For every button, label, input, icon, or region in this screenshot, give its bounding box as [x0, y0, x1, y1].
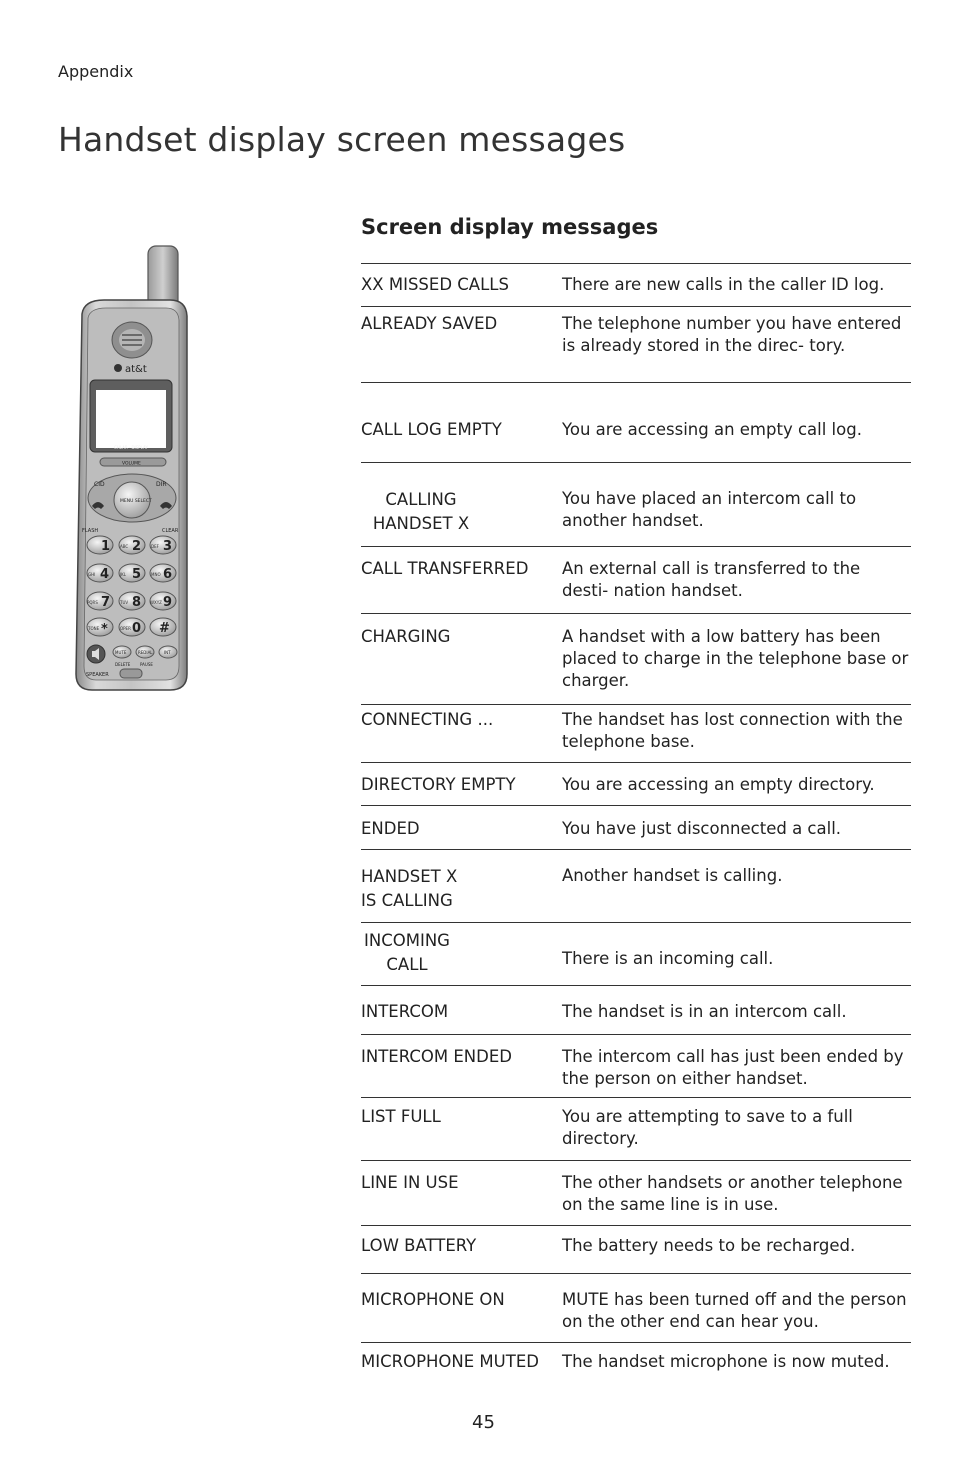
svg-text:PAUSE: PAUSE	[140, 662, 153, 667]
table-row	[361, 614, 911, 705]
table-row	[361, 383, 911, 463]
key-hash	[150, 618, 176, 636]
table-row	[361, 1343, 911, 1383]
svg-text:OPER: OPER	[120, 626, 131, 631]
message-name: INCOMING CALL	[364, 931, 450, 974]
int-key	[159, 646, 177, 658]
screen	[96, 390, 166, 448]
message-description: A handset with a low battery has been placed to charge in the telephone base or charger.	[562, 627, 909, 690]
microphone-grille	[120, 669, 142, 678]
message-description: An external call is transferred to the desti- nation handset.	[562, 559, 861, 600]
svg-text:DEF: DEF	[151, 544, 159, 549]
table-row	[361, 1226, 911, 1274]
message-description: The handset microphone is now muted.	[562, 1352, 890, 1371]
table-row	[361, 850, 911, 923]
svg-text:MUTE: MUTE	[115, 650, 127, 655]
svg-text:DIR: DIR	[156, 481, 167, 488]
svg-text:TONE: TONE	[88, 626, 100, 631]
redial-key	[136, 646, 154, 658]
svg-text:CID: CID	[94, 481, 105, 488]
screen-messages-table	[361, 263, 911, 1383]
svg-text:GHI: GHI	[88, 572, 96, 577]
svg-text:9: 9	[163, 595, 173, 610]
brand-logo: at&t	[125, 364, 147, 375]
message-description: The other handsets or another telephone on the same line is in use.	[562, 1173, 903, 1214]
message-name: MICROPHONE MUTED	[361, 1352, 539, 1371]
svg-text:PQRS: PQRS	[87, 600, 98, 605]
svg-text:JKL: JKL	[120, 572, 127, 577]
message-name: HANDSET X IS CALLING	[361, 867, 458, 910]
message-name: DIRECTORY EMPTY	[361, 775, 516, 794]
svg-text:5: 5	[132, 567, 142, 582]
key-0	[119, 618, 145, 636]
table-row	[361, 307, 911, 383]
key-8	[119, 592, 145, 610]
message-name: CALL LOG EMPTY	[361, 420, 502, 439]
message-description: MUTE has been turned off and the person on the other end can hear you.	[562, 1290, 907, 1331]
key-6	[150, 564, 176, 582]
earpiece	[112, 322, 152, 358]
svg-text:TUV: TUV	[120, 600, 129, 605]
svg-text:INT: INT	[164, 650, 171, 655]
svg-text:6: 6	[163, 567, 173, 582]
svg-text:CLEAR: CLEAR	[162, 528, 179, 534]
table-row	[361, 986, 911, 1035]
key-9	[150, 592, 176, 610]
svg-text:8: 8	[132, 595, 142, 610]
key-2	[119, 536, 145, 554]
message-name: CALLING HANDSET X	[372, 490, 470, 533]
svg-text:REDIAL: REDIAL	[138, 650, 153, 655]
message-description: The handset has lost connection with the telephone base.	[562, 710, 903, 751]
message-description: You have placed an intercom call to another handset.	[562, 489, 857, 530]
message-name: ENDED	[361, 819, 420, 838]
table-row	[361, 705, 911, 763]
section-title: Screen display messages	[361, 215, 659, 239]
table-row	[361, 1274, 911, 1343]
table-row	[361, 806, 911, 850]
svg-text:0: 0	[132, 621, 142, 636]
svg-text:CHLAR · DISPLAY: CHLAR · DISPLAY	[114, 445, 148, 450]
table-row	[361, 1035, 911, 1098]
message-name: INTERCOM	[361, 1002, 449, 1021]
message-description: You are attempting to save to a full directory.	[562, 1107, 853, 1148]
key-7	[87, 592, 113, 610]
svg-text:VOLUME: VOLUME	[122, 461, 141, 467]
svg-text:2: 2	[132, 539, 142, 554]
mute-key	[113, 646, 131, 658]
svg-text:FLASH: FLASH	[82, 528, 99, 534]
message-description: The telephone number you have entered is already stored in the direc- tory.	[562, 314, 902, 355]
message-description: The intercom call has just been ended by the person on either handset.	[562, 1047, 904, 1088]
message-description: The battery needs to be recharged.	[562, 1236, 856, 1255]
message-description: Another handset is calling.	[562, 866, 783, 885]
message-name: MICROPHONE ON	[361, 1290, 505, 1309]
svg-text:4: 4	[100, 567, 110, 582]
brand-logo-icon	[114, 364, 122, 372]
svg-text:1: 1	[101, 539, 111, 554]
page-title: Handset display screen messages	[58, 120, 626, 159]
svg-text:*: *	[101, 622, 108, 637]
svg-text:3: 3	[163, 539, 173, 554]
message-name: CONNECTING ...	[361, 710, 494, 729]
message-name: XX MISSED CALLS	[361, 275, 509, 294]
message-name: LIST FULL	[361, 1107, 441, 1126]
table-row	[361, 1098, 911, 1161]
table-row	[361, 264, 911, 307]
table-row	[361, 763, 911, 806]
svg-text:DELETE: DELETE	[115, 662, 131, 667]
message-description: There are new calls in the caller ID log.	[562, 275, 885, 294]
message-name: LINE IN USE	[361, 1173, 459, 1192]
svg-text:MNO: MNO	[151, 572, 161, 577]
svg-text:WXYZ: WXYZ	[150, 600, 162, 605]
table-row	[361, 1161, 911, 1226]
key-5	[119, 564, 145, 582]
svg-text:MENU SELECT: MENU SELECT	[120, 499, 152, 504]
message-name: CALL TRANSFERRED	[361, 559, 529, 578]
svg-text:ABC: ABC	[120, 544, 129, 549]
svg-text:#: #	[159, 621, 170, 636]
running-header: Appendix	[58, 62, 134, 81]
message-name: INTERCOM ENDED	[361, 1047, 512, 1066]
handset-illustration	[70, 244, 190, 694]
message-name: ALREADY SAVED	[361, 314, 498, 333]
message-name: CHARGING	[361, 627, 451, 646]
table-row	[361, 463, 911, 547]
message-description: You are accessing an empty directory.	[562, 775, 875, 794]
message-description: There is an incoming call.	[562, 949, 774, 968]
key-3	[150, 536, 176, 554]
message-name: LOW BATTERY	[361, 1236, 477, 1255]
key-1	[87, 536, 113, 554]
page-number: 45	[472, 1412, 495, 1433]
svg-text:SPEAKER: SPEAKER	[86, 672, 109, 678]
key-4	[87, 564, 113, 582]
table-row	[361, 547, 911, 614]
message-description: You have just disconnected a call.	[562, 819, 842, 838]
table-row	[361, 923, 911, 986]
message-description: You are accessing an empty call log.	[562, 420, 862, 439]
svg-text:7: 7	[101, 595, 111, 610]
message-description: The handset is in an intercom call.	[562, 1002, 847, 1021]
